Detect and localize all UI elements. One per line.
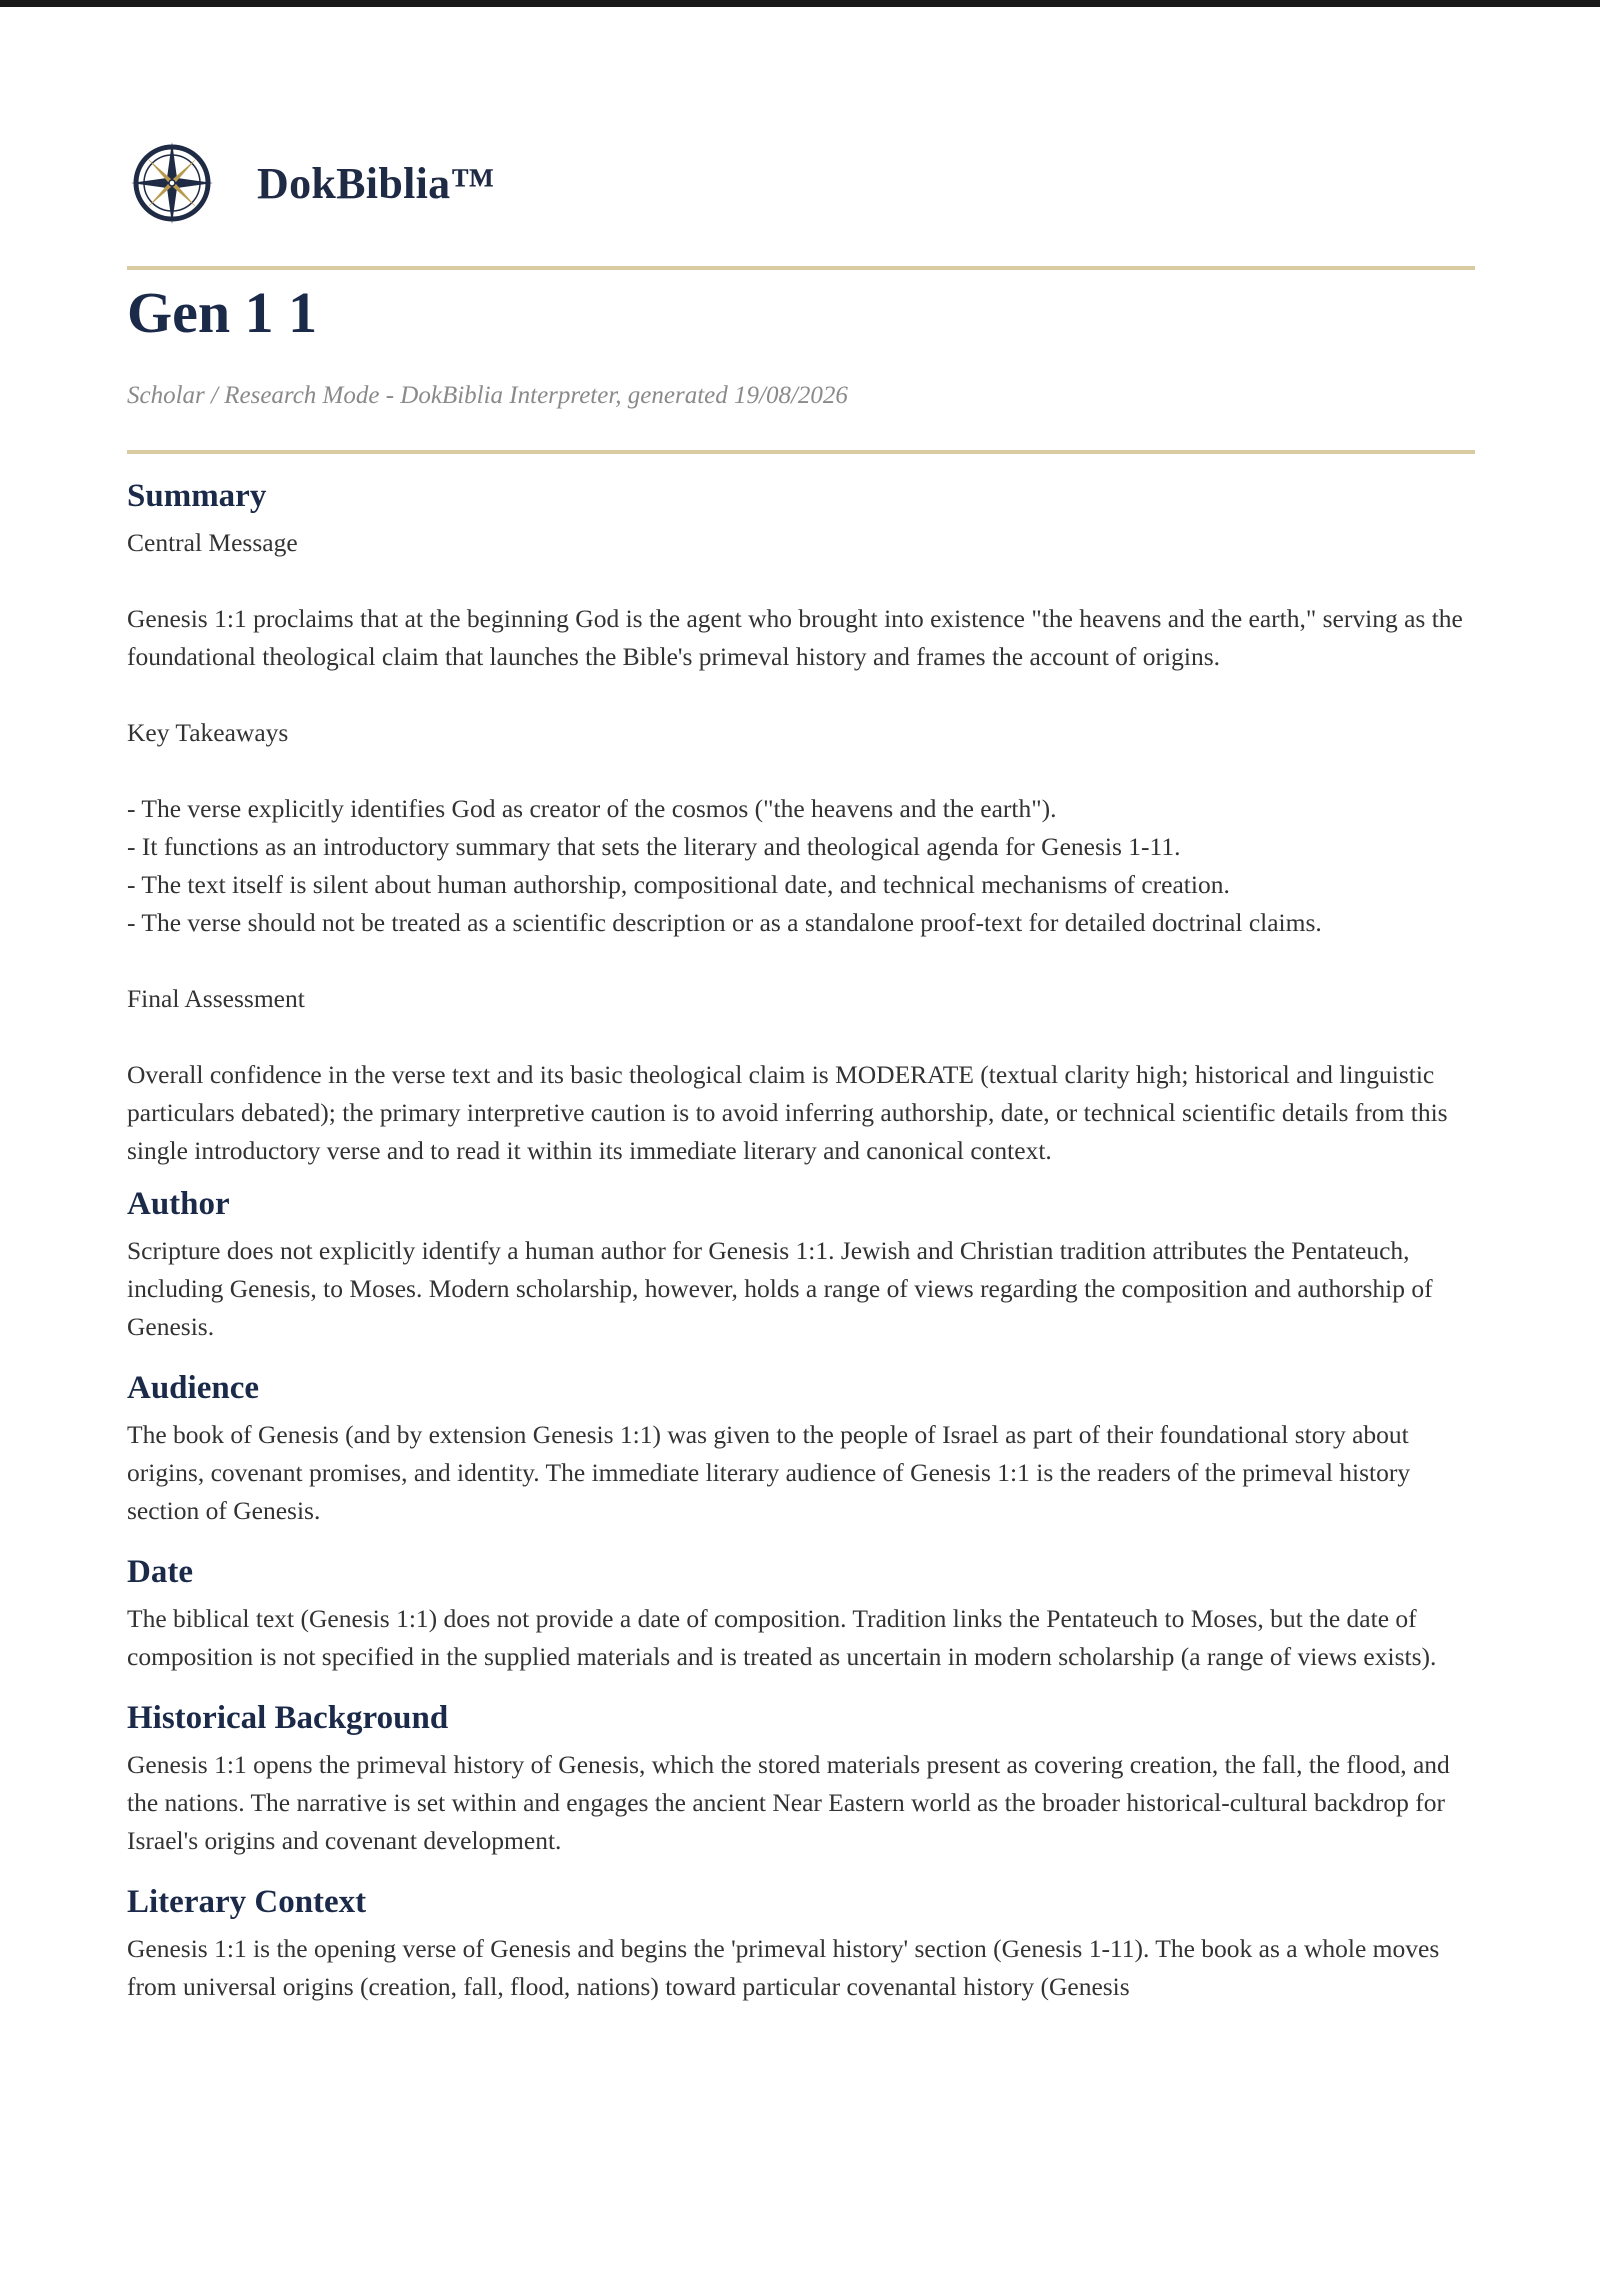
audience-section [127, 1366, 1475, 1530]
central-message-text: Genesis 1:1 proclaims that at the beginning God is the agent who brought into existence "the heavens and the earth," serving as the foundational theological claim that launches the Bible's primeval history and frames the account of origins. [127, 604, 1463, 671]
list-item: - It functions as an introductory summary that sets the literary and theological agenda for Genesis 1-11. [127, 832, 1181, 861]
date-heading: Date [127, 1554, 193, 1590]
key-takeaways-label: Key Takeaways [127, 718, 289, 747]
summary-section [127, 474, 1475, 1170]
key-takeaways-list [127, 790, 1475, 942]
central-message-label: Central Message [127, 528, 298, 557]
header-divider [127, 266, 1475, 270]
audience-text: The book of Genesis (and by extension Genesis 1:1) was given to the people of Israel as part of their foundational story about origins, covenant promises, and identity. The immediate literary audience of Genesis 1:1 is the readers of the primeval history section of Genesis. [127, 1420, 1411, 1525]
literary-context-heading: Literary Context [127, 1884, 367, 1920]
author-section [127, 1182, 1475, 1346]
list-item: - The verse explicitly identifies God as creator of the cosmos ("the heavens and the earth"). [127, 794, 1057, 823]
audience-heading: Audience [127, 1370, 259, 1406]
compass-rose-icon [127, 138, 217, 228]
subtitle-divider [127, 450, 1475, 454]
date-text: The biblical text (Genesis 1:1) does not provide a date of composition. Tradition links the Pentateuch to Moses, but the date of composition is not specified in the supplied materials and is treated as uncertain in modern scholarship (a range of views exists). [127, 1604, 1437, 1671]
document-subtitle: Scholar / Research Mode - DokBiblia Interpreter, generated 19/08/2026 [127, 382, 848, 409]
final-assessment-label: Final Assessment [127, 984, 305, 1013]
date-section [127, 1550, 1475, 1676]
historical-background-heading: Historical Background [127, 1700, 449, 1736]
author-heading: Author [127, 1186, 230, 1222]
list-item: - The verse should not be treated as a scientific description or as a standalone proof-text for detailed doctrinal claims. [127, 908, 1322, 937]
brand-name: DokBiblia™ [257, 158, 495, 208]
list-item: - The text itself is silent about human authorship, compositional date, and technical mechanisms of creation. [127, 870, 1230, 899]
literary-context-text: Genesis 1:1 is the opening verse of Genesis and begins the 'primeval history' section (Genesis 1-11). The book as a whole moves from universal origins (creation, fall, flood, nations) toward particular covenantal history (Genesis [127, 1934, 1440, 2001]
author-text: Scripture does not explicitly identify a human author for Genesis 1:1. Jewish and Christian tradition attributes the Pentateuch, including Genesis, to Moses. Modern scholarship, however, holds a range of views regarding the composition and authorship of Genesis. [127, 1236, 1433, 1341]
brand-header [127, 138, 1475, 228]
viewer-top-bar [0, 0, 1600, 7]
literary-context-section [127, 1880, 1475, 2006]
final-assessment-text: Overall confidence in the verse text and its basic theological claim is MODERATE (textual clarity high; historical and linguistic particulars debated); the primary interpretive caution is to avoid inferring authorship, date, or technical scientific details from this single introductory verse and to read it within its immediate literary and canonical context. [127, 1060, 1448, 1165]
document-title: Gen 1 1 [127, 280, 318, 345]
summary-heading: Summary [127, 478, 267, 514]
document-page [127, 138, 1475, 2006]
historical-background-text: Genesis 1:1 opens the primeval history of Genesis, which the stored materials present as covering creation, the fall, the flood, and the nations. The narrative is set within and engages the ancient Near Eastern world as the broader historical-cultural backdrop for Israel's origins and covenant development. [127, 1750, 1450, 1855]
historical-background-section [127, 1696, 1475, 1860]
